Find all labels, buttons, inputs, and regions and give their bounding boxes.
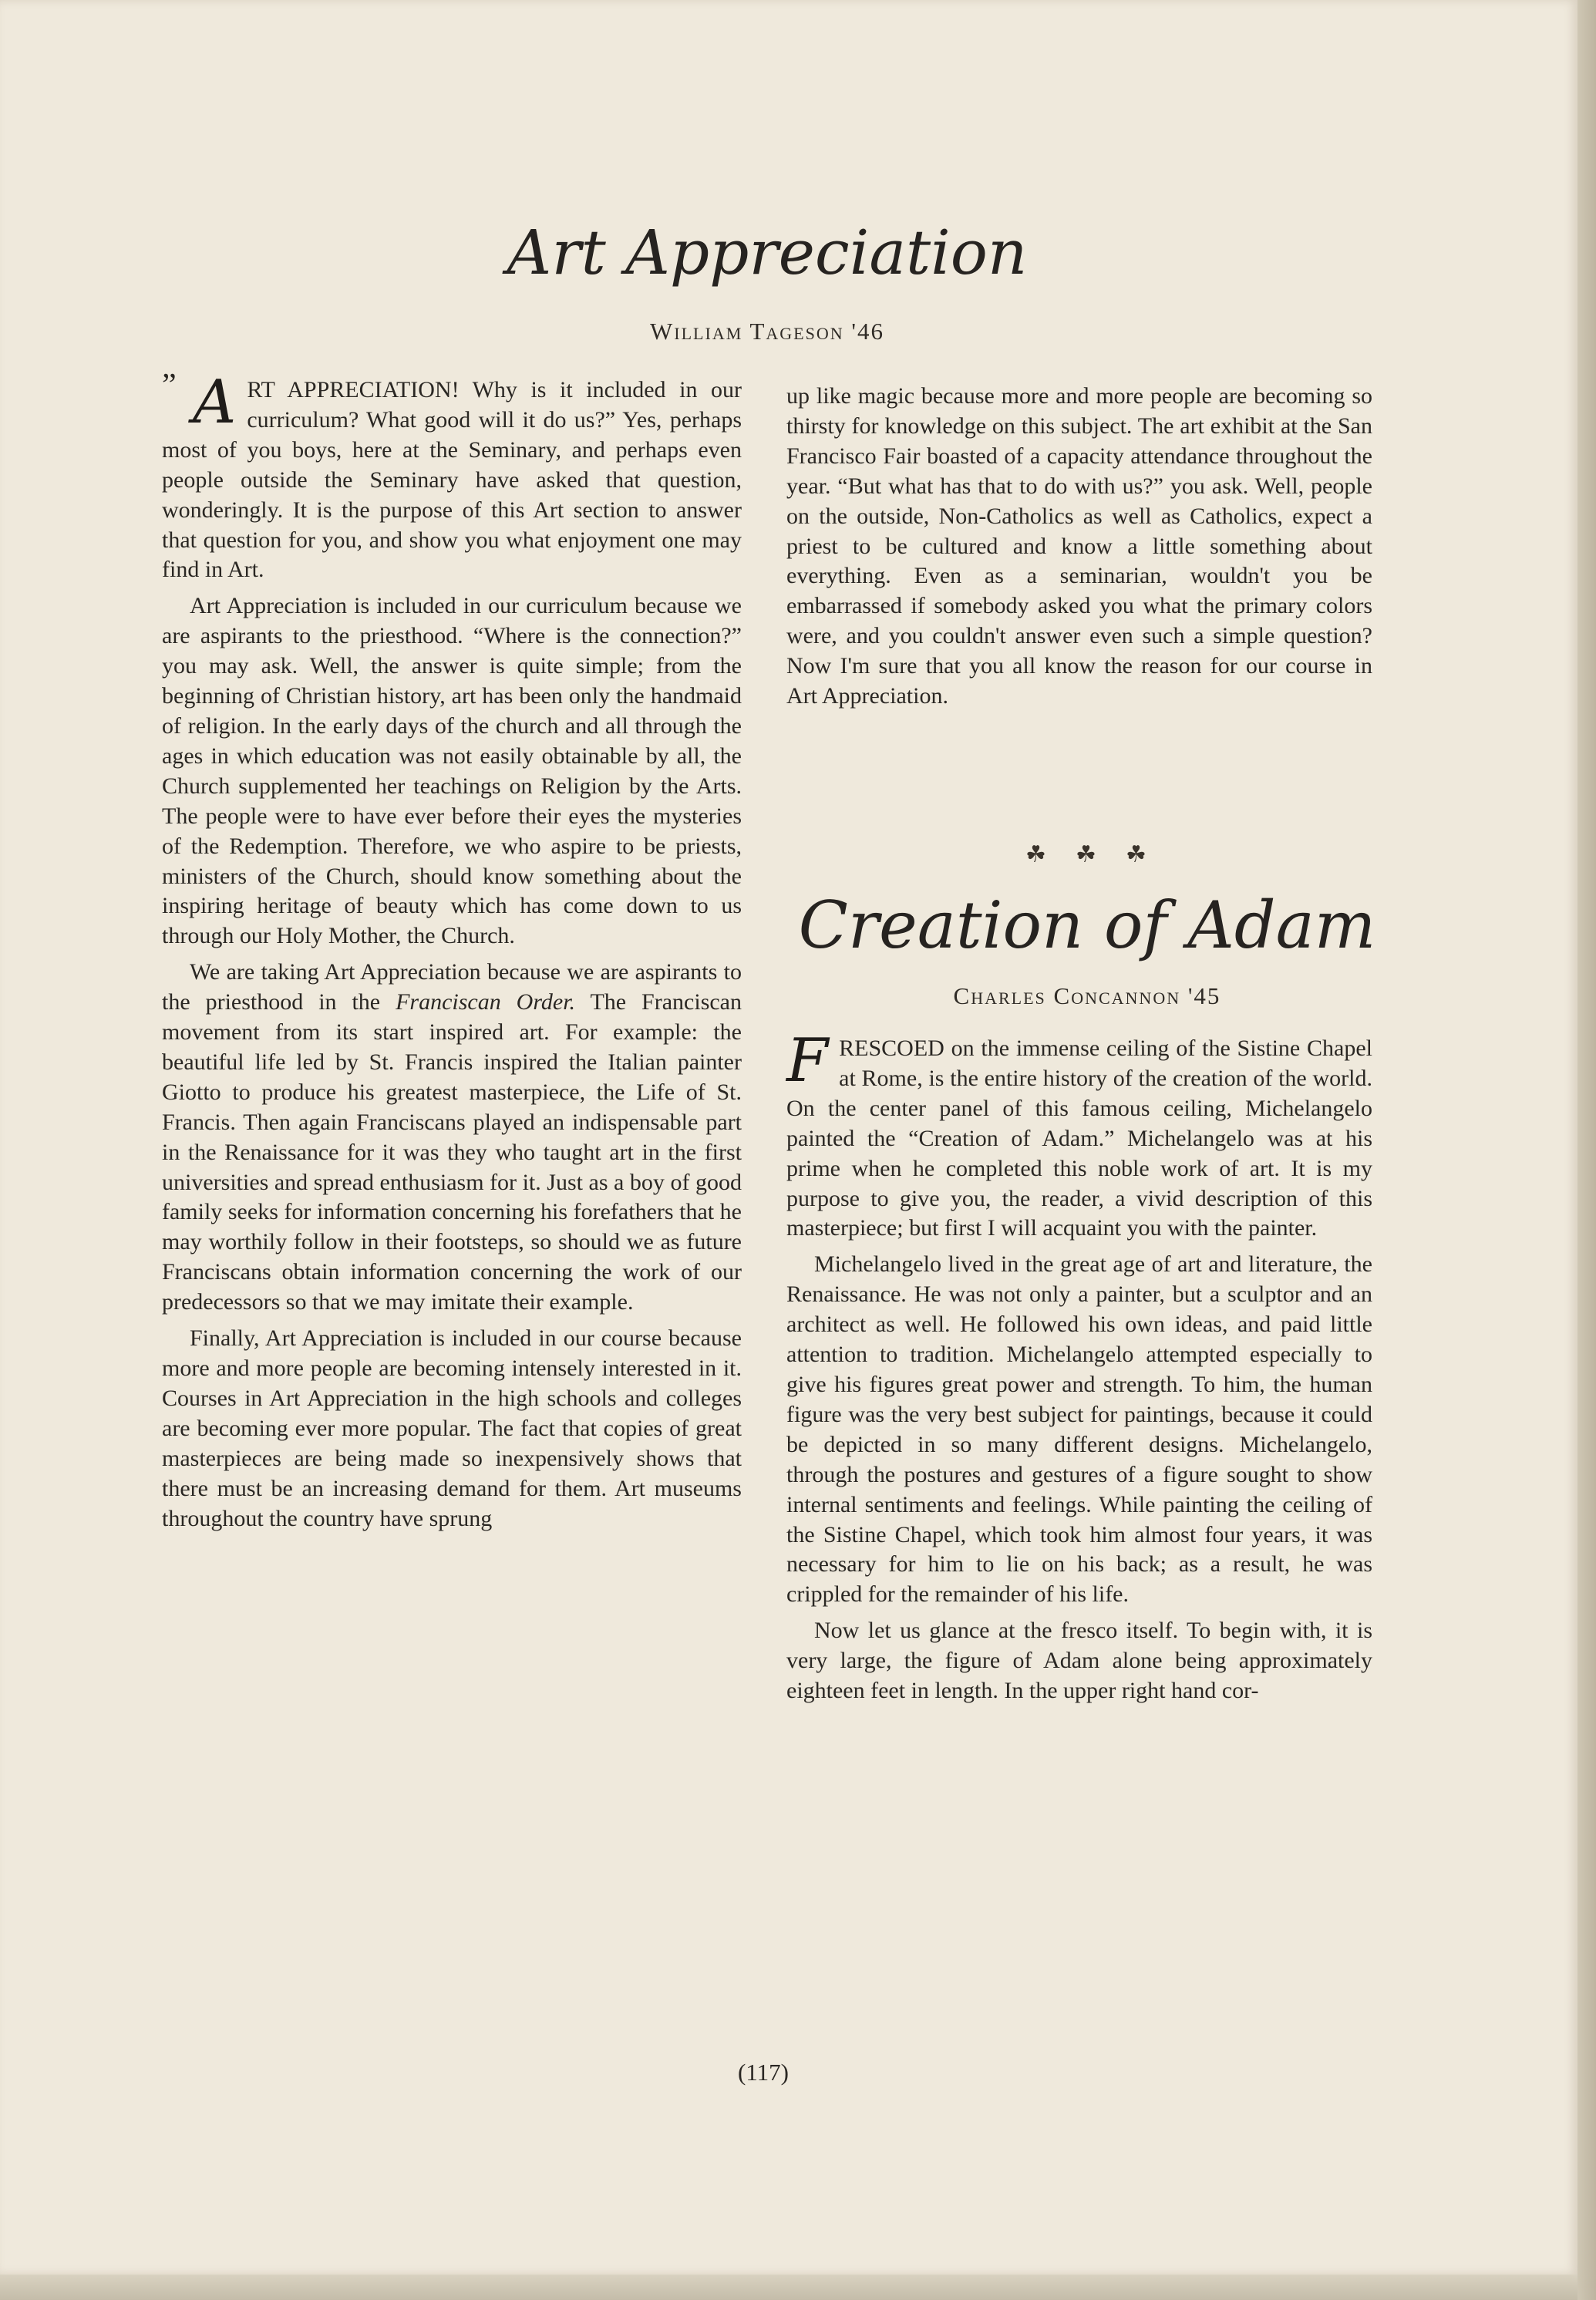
paragraph (786, 1026, 1372, 1244)
paragraph: Finally, Art Appreciation is included in our course because more and more people are becoming intensely interested in it. Courses in Art Appreciation in the high schools and colleges are becoming ever more popular. The fact that copies of great masterpieces are being made so inexpensively shows that there must be an increasing demand for them. Art museums throughout the country have sprung (162, 1325, 742, 1531)
article-title-art-appreciation: Art Appreciation (507, 217, 1028, 288)
paragraph-text: The Franciscan movement from its start inspired art. For example: the beautiful life led by St. Francis inspired the Italian painter Giotto to produce his greatest masterpiece, the Life of St. Francis. Then again Franciscans played an indispensable part in the Renaissance for it was they who taught art in the first universities and spread enthusiasm for it. Just as a boy of good family seeks for information concerning his forefathers that he may worthily follow in their footsteps, so should we as future Franciscans obtain information concerning the work of our predecessors so that we may imitate their example. (162, 989, 742, 1315)
dropcap-f: F (786, 1026, 829, 1096)
clover-ornament-icon: ☘ (1025, 842, 1069, 867)
paragraph (162, 958, 742, 1318)
article-title-creation-of-adam: Creation of Adam (798, 887, 1376, 963)
article-author-art-appreciation: William Tageson '46 (650, 318, 884, 345)
page-edge (1577, 0, 1596, 2300)
page-bottom-edge (0, 2275, 1577, 2300)
right-column-article2 (786, 1026, 1372, 1712)
section-divider-ornament (1025, 842, 1170, 867)
clover-ornament-icon: ☘ (1076, 842, 1120, 867)
opening-quote-mark: ” (162, 368, 177, 403)
dropcap-a: A (193, 368, 237, 437)
page-number: (117) (738, 2059, 789, 2086)
paragraph-text: RESCOED on the immense ceiling of the Sistine Chapel at Rome, is the entire history of the creation of the world. On the center panel of this famous ceiling, Michelangelo painted the “Creation of Adam.” Michelangelo was at his prime when he completed this noble work of art. It is my purpose to give you, the reader, a vivid description of this masterpiece; but first I will acquaint you with the painter. (786, 1036, 1372, 1241)
paragraph: Art Appreciation is included in our curriculum because we are aspirants to the priesthood. “Where is the connection?” you may ask. Well, the answer is quite simple; from the beginning of Christian history, art has been only the handmaid of religion. In the early days of the church and all through the ages in which education was not easily obtainable by all, the Church supplemented her teachings on Religion by the Arts. The people were to have ever before their eyes the mysteries of the Redemption. Therefore, we who aspire to be priests, ministers of the Church, should know something about the inspiring heritage of beauty which has come down to us through our Holy Mother, the Church. (162, 593, 742, 949)
paragraph-text: We are taking Art Appreciation because we are aspirants to the priesthood in the (162, 959, 742, 1015)
left-column (162, 368, 742, 1540)
paragraph (162, 368, 742, 585)
paragraph-text: RT APPRECIATION! Why is it included in our curriculum? What good will it do us?” Yes, perhaps most of you boys, here at the Seminary, and perhaps even people outside the Seminary have asked that question, wonderingly. It is the purpose of this Art section to answer that question for you, and show you what enjoyment one may find in Art. (162, 377, 742, 583)
right-column-continuation (786, 382, 1372, 718)
clover-ornament-icon: ☘ (1126, 842, 1170, 867)
paragraph: Now let us glance at the fresco itself. To begin with, it is very large, the figure of Adam alone being approximately eighteen feet in length. In the upper right hand cor- (786, 1618, 1372, 1704)
paragraph: up like magic because more and more people are becoming so thirsty for knowledge on this subject. The art exhibit at the San Francisco Fair boasted of a capacity attendance throughout the year. “But what has that to do with us?” you ask. Well, people on the outside, Non-Catholics as well as Catholics, expect a priest to be cultured and know a little something about everything. Even as a seminarian, wouldn't you be embarrassed if somebody asked you what the primary colors were, and you couldn't answer even such a simple question? Now I'm sure that you all know the reason for our course in Art Appreciation. (786, 383, 1372, 709)
article-author-creation-of-adam: Charles Concannon '45 (953, 982, 1221, 1009)
italic-phrase: Franciscan Order. (396, 989, 576, 1015)
paragraph: Michelangelo lived in the great age of art and literature, the Renaissance. He was not only a painter, but a sculptor and an architect as well. He followed his own ideas, and paid little attention to tradition. Michelangelo attempted especially to give his figures great power and strength. To him, the human figure was the very best subject for paintings, because it could be depicted in so many different designs. Michelangelo, through the postures and gestures of a figure sought to show internal sentiments and feelings. While painting the ceiling of the Sistine Chapel, which took him almost four years, it was necessary for him to lie on his back; as a result, he was crippled for the remainder of his life. (786, 1251, 1372, 1608)
